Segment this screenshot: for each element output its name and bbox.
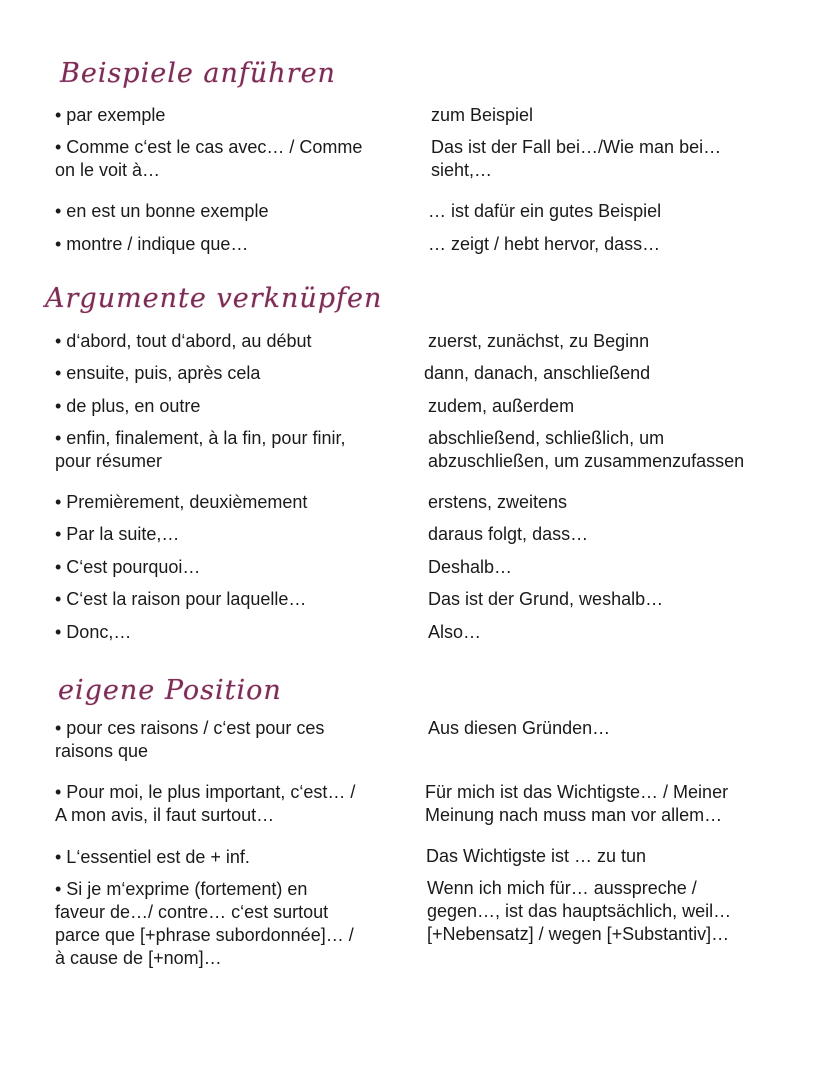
phrase-fr: • enfin, finalement, à la fin, pour finir, pour résumer	[55, 428, 346, 471]
phrase-de: Das ist der Fall bei…/Wie man bei… sieht,…	[431, 137, 722, 180]
phrase-fr: • Donc,…	[55, 622, 132, 642]
phrase-de: erstens, zweitens	[428, 492, 568, 512]
phrase-fr: • par exemple	[55, 105, 166, 125]
phrase-de: zudem, außerdem	[428, 396, 575, 416]
phrase-de: … zeigt / hebt hervor, dass…	[428, 234, 661, 254]
phrase-fr: • pour ces raisons / c‘est pour ces raisons que	[55, 718, 325, 761]
phrase-fr: • Premièrement, deuxièmement	[55, 492, 308, 512]
phrase-fr: • de plus, en outre	[55, 396, 201, 416]
phrase-fr: • L‘essentiel est de + inf.	[55, 847, 250, 867]
phrase-de: daraus folgt, dass…	[428, 524, 589, 544]
section-heading-beispiele: Beispiele anführen	[60, 58, 336, 89]
phrase-de: zum Beispiel	[431, 105, 534, 125]
phrase-fr: • Par la suite,…	[55, 524, 180, 544]
phrase-de: abschließend, schließlich, um abzuschließen, um zusammenzufassen	[428, 428, 745, 471]
section-heading-argumente: Argumente verknüpfen	[45, 283, 383, 314]
phrase-de: … ist dafür ein gutes Beispiel	[428, 201, 662, 221]
phrase-fr: • ensuite, puis, après cela	[55, 363, 261, 383]
phrase-de: Aus diesen Gründen…	[428, 718, 611, 738]
phrase-fr: • C‘est pourquoi…	[55, 557, 201, 577]
phrase-fr: • Comme c‘est le cas avec… / Comme on le voit à…	[55, 137, 363, 180]
phrase-fr: • Si je m‘exprime (fortement) en faveur de…/ contre… c‘est surtout parce que [+phrase subordonnée]… / à cause de [+nom]…	[55, 879, 354, 968]
phrase-fr: • Pour moi, le plus important, c‘est… / A mon avis, il faut surtout…	[55, 782, 356, 825]
phrase-de: zuerst, zunächst, zu Beginn	[428, 331, 650, 351]
phrase-fr: • d‘abord, tout d‘abord, au début	[55, 331, 312, 351]
section-heading-position: eigene Position	[58, 675, 282, 706]
phrase-de: Für mich ist das Wichtigste… / Meiner Meinung nach muss man vor allem…	[425, 782, 729, 825]
phrase-de: Also…	[428, 622, 482, 642]
phrase-de: Deshalb…	[428, 557, 513, 577]
phrase-de: Wenn ich mich für… ausspreche / gegen…, ist das hauptsächlich, weil… [+Nebensatz] / wegen [+Substantiv]…	[427, 878, 732, 944]
phrase-fr: • C‘est la raison pour laquelle…	[55, 589, 307, 609]
phrase-fr: • montre / indique que…	[55, 234, 249, 254]
phrase-de: Das Wichtigste ist … zu tun	[426, 846, 647, 866]
phrase-de: dann, danach, anschließend	[424, 363, 651, 383]
phrase-fr: • en est un bonne exemple	[55, 201, 269, 221]
phrase-de: Das ist der Grund, weshalb…	[428, 589, 664, 609]
